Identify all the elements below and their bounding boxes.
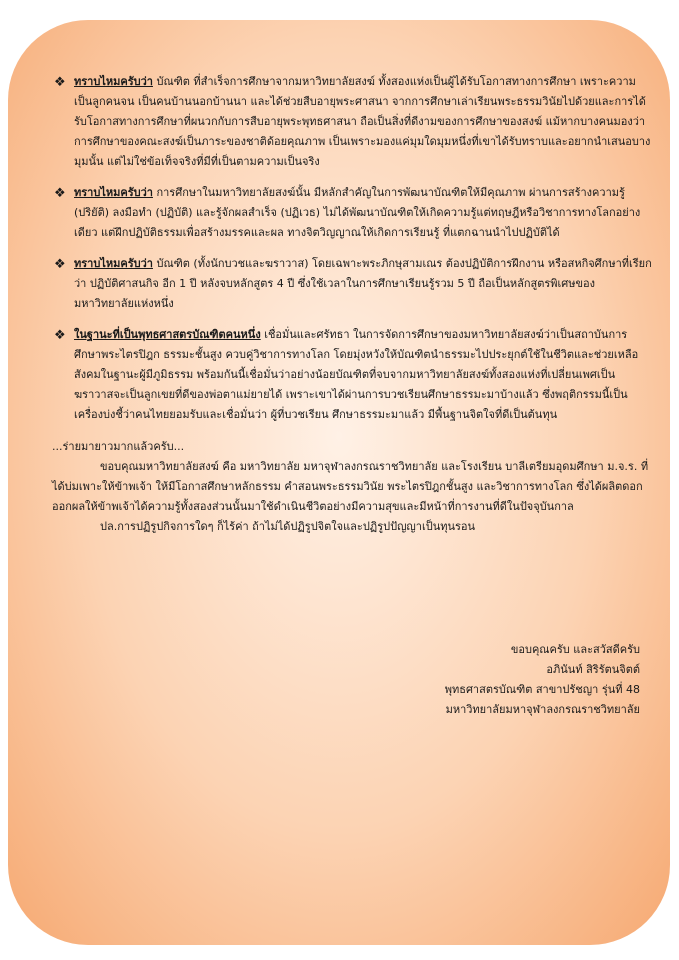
bullet-lead: ทราบไหมครับว่า	[74, 257, 153, 270]
bullet-lead: ทราบไหมครับว่า	[74, 75, 153, 88]
closing-ps: ปล.การปฏิรูปกิจการใดๆ ก็ไร้ค่า ถ้าไม่ได้ปฏิรูปจิตใจและปฏิรูปปัญญาเป็นทุนรอน	[100, 520, 476, 533]
bullet-lead: ทราบไหมครับว่า	[74, 186, 153, 199]
diamond-bullet-icon: ❖	[54, 257, 66, 272]
bullet-text: บัณฑิต (ทั้งนักบวชและฆราวาส) โดยเฉพาะพระภิกษุสามเณร ต้องปฏิบัติการฝึกงาน หรือสหกิจศึกษาที่เรียกว่า ปฏิบัติศาสนกิจ อีก 1 ปี หลังจบหลักสูตร 4 ปี ซึ่งใช้เวลาในการศึกษาเรียนรู้รวม 5 ปี ถือเป็นหลักสูตรพิเศษของมหาวิทยาลัยแห่งหนึ่ง	[74, 257, 652, 310]
closing-block	[52, 437, 652, 537]
bullet-lead: ในฐานะที่เป็นพุทธศาสตรบัณฑิตคนหนึ่ง	[74, 328, 261, 341]
signature-name: อภินันท์ สิริรัตนจิตต์	[546, 663, 640, 676]
signature-greeting: ขอบคุณครับ และสวัสดีครับ	[510, 643, 640, 656]
bullet-text: บัณฑิต ที่สำเร็จการศึกษาจากมหาวิทยาลัยสงฆ์ ทั้งสองแห่งเป็นผู้ได้รับโอกาสทางการศึกษา เพราะความเป็นลูกคนจน เป็นคนบ้านนอกบ้านนา และได้ช่วยสืบอายุพระศาสนา จากการศึกษาเล่าเรียนพระธรรมวินัยไปด้วยและการได้รับโอกาสทางการศึกษาที่ผนวกกับการสืบอายุพระพุทธศาสนา ถือเป็นสิ่งที่ดีงามของการศึกษาของสงฆ์ แม้หากบางคนมองว่า การศึกษาของคณะสงฆ์เป็นภาระของชาติด้อยคุณภาพ เป็นเพราะมองแค่มุมใดมุมหนึ่งที่เขาได้รับทราบและอยากนำเสนอบางมุมนั้น แต่ไม่ใช่ข้อเท็จจริงที่มีที่เป็นตามความเป็นจริง	[74, 75, 651, 168]
signature-block	[400, 640, 640, 720]
bullet-item	[52, 183, 652, 243]
bullet-item	[52, 72, 652, 172]
signature-university: มหาวิทยาลัยมหาจุฬาลงกรณราชวิทยาลัย	[445, 703, 640, 716]
closing-thanks: ขอบคุณมหาวิทยาลัยสงฆ์ คือ มหาวิทยาลัย มหาจุฬาลงกรณราชวิทยาลัย และโรงเรียน บาลีเตรียมอุดมศึกษา ม.จ.ร. ที่ได้บ่มเพาะให้ข้าพเจ้า ให้มีโอกาสศึกษาหลักธรรม คำสอนพระธรรมวินัย พระไตรปิฎกชั้นสูง และวิชาการทางโลก ซึ่งได้ผลิตดอกออกผลให้ข้าพเจ้าได้ความรู้ทั้งสองส่วนนั้นมาใช้ดำเนินชีวิตอย่างมีความสุขและมีหน้าที่การงานที่ดีในปัจจุบันกาล	[52, 460, 649, 513]
diamond-bullet-icon: ❖	[54, 328, 66, 343]
closing-intro: ...ร่ายมายาวมากแล้วครับ...	[52, 440, 185, 453]
diamond-bullet-icon: ❖	[54, 75, 66, 90]
bullet-text: การศึกษาในมหาวิทยาลัยสงฆ์นั้น มีหลักสำคัญในการพัฒนาบัณฑิตให้มีคุณภาพ ผ่านการสร้างความรู้ (ปริยัติ) ลงมือทำ (ปฏิบัติ) และรู้จักผลสำเร็จ (ปฏิเวธ) ไม่ได้พัฒนาบัณฑิตให้เกิดความรู้แต่ทฤษฎีหรือวิชาการทางโลกอย่างเดียว แต่ฝึกปฏิบัติธรรมเพื่อสร้างมรรคและผล ทางจิตวิญญาณให้เกิดการเรียนรู้ ที่แตกฉานนำไปปฏิบัติได้	[74, 186, 641, 239]
bullet-item	[52, 254, 652, 314]
diamond-bullet-icon: ❖	[54, 186, 66, 201]
letter-body	[52, 72, 652, 537]
bullet-text: เชื่อมั่นและศรัทธา ในการจัดการศึกษาของมหาวิทยาลัยสงฆ์ว่าเป็นสถาบันการศึกษาพระไตรปิฎก ธรรมะชั้นสูง ควบคู่วิชาการทางโลก โดยมุ่งหวังให้บัณฑิตนำธรรมะไปประยุกต์ใช้ในชีวิตและช่วยเหลือสังคมในฐานะผู้มีภูมิธรรม พร้อมกันนี้เชื่อมั่นว่าอย่างน้อยบัณฑิตที่จบจากมหาวิทยาลัยสงฆ์ทั้งสองแห่งที่เปลี่ยนเพศเป็นฆราวาสจะเป็นลูกเขยที่ดีของพ่อตาแม่ยายได้ เพราะเขาได้ผ่านการบวชเรียนศึกษาธรรมะมาบ้างแล้ว ซึ่งพฤติกรรมนี้เป็นเครื่องบ่งชี้ว่าคนไทยยอมรับและเชื่อมั่นว่า ผู้ที่บวชเรียน ศึกษาธรรมะมาแล้ว มีพื้นฐานจิตใจที่ดีเป็นต้นทุน	[74, 328, 639, 421]
bullet-item	[52, 325, 652, 425]
signature-degree: พุทธศาสตรบัณฑิต สาขาปรัชญา รุ่นที่ 48	[444, 683, 640, 696]
